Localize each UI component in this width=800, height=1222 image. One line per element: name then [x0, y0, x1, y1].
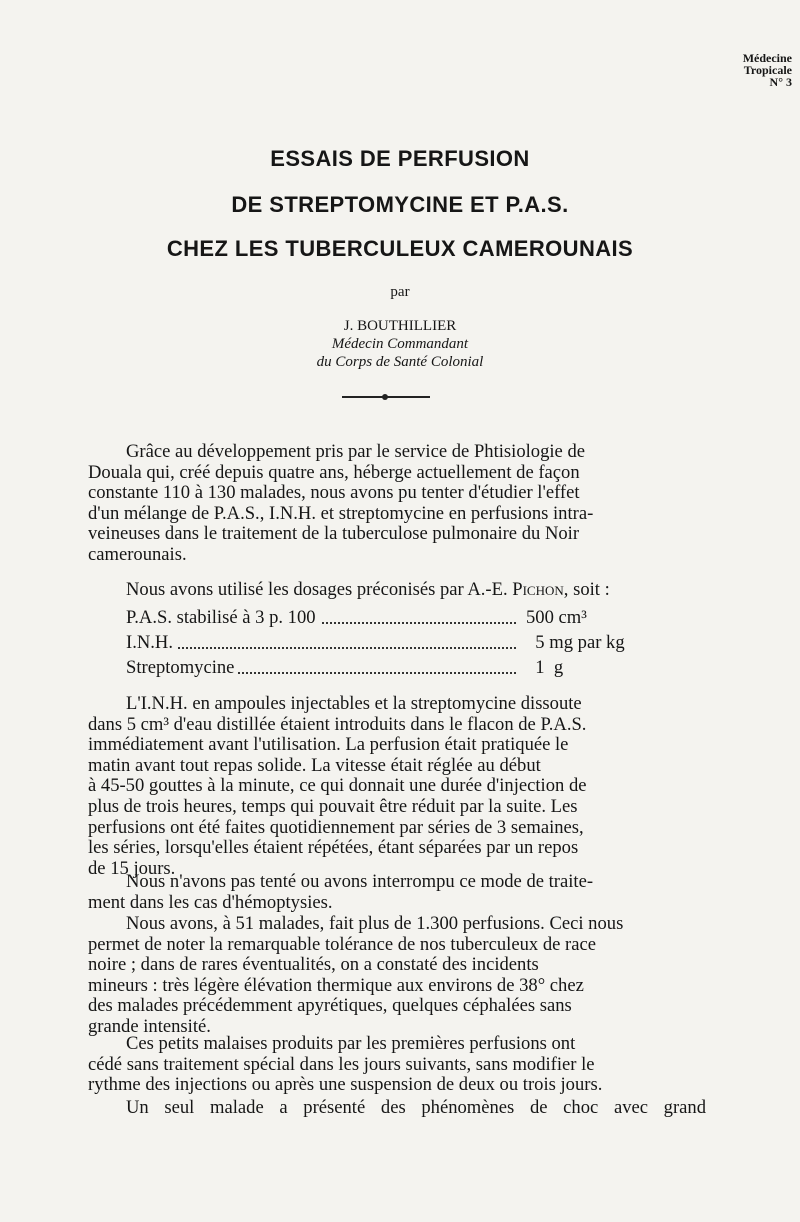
journal-line: Médecine — [742, 51, 792, 65]
text-line: Grâce au développement pris par le service de Phtisiologie de — [126, 441, 585, 462]
text-line: des malades précédemment apyrétiques, quelques céphalées sans — [88, 995, 572, 1017]
text-line: cédé sans traitement spécial dans les jours suivants, sans modifier le — [88, 1053, 595, 1075]
text-line: matin avant tout repas solide. La vitesse était réglée au début — [88, 754, 541, 776]
paragraph-shock — [88, 1098, 706, 1119]
dosage-value: 500 cm³ — [526, 607, 587, 628]
paragraph-hemoptysis — [88, 872, 706, 913]
text-line: de 15 jours. — [88, 857, 176, 879]
text-span: , soit : — [563, 579, 610, 600]
text-line: à 45-50 gouttes à la minute, ce qui donnait une durée d'injection de — [88, 775, 587, 797]
text-line: grande intensité. — [88, 1015, 211, 1037]
text-line: dans 5 cm³ d'eau distillée étaient introduits dans le flacon de P.A.S. — [88, 713, 587, 735]
dosage-value: 5 mg par kg — [526, 632, 625, 653]
title-line-2: DE STREPTOMYCINE ET P.A.S. — [231, 192, 569, 217]
text-line: rythme des injections ou après une suspension de deux ou trois jours. — [88, 1074, 603, 1096]
text-line — [88, 580, 706, 601]
author-reference: Pichon — [512, 579, 564, 600]
text-line: L'I.N.H. en ampoules injectables et la streptomycine dissoute — [126, 693, 582, 714]
text-line: constante 110 à 130 malades, nous avons pu tenter d'étudier l'effet — [88, 482, 580, 504]
journal-issue: N° 3 — [769, 75, 792, 89]
text-line: Ces petits malaises produits par les premières perfusions ont — [126, 1033, 576, 1054]
dosage-row — [126, 606, 706, 630]
paragraph-dosages-intro — [88, 580, 706, 601]
author-corps: du Corps de Santé Colonial — [316, 354, 484, 370]
text-line: camerounais. — [88, 543, 187, 565]
dosage-value: 1 g — [526, 657, 564, 678]
paragraph-tolerance — [88, 914, 706, 1038]
text-line: immédiatement avant l'utilisation. La perfusion était pratiquée le — [88, 734, 569, 756]
text-line: plus de trois heures, temps qui pouvait être réduit par la suite. Les — [88, 795, 578, 817]
paragraph-method — [88, 694, 706, 879]
journal-line: Tropicale — [743, 63, 792, 77]
text-line: perfusions ont été faites quotidiennement par séries de 3 semaines, — [88, 816, 584, 838]
paragraph-intro — [88, 442, 706, 566]
byline-par: par — [390, 284, 410, 300]
text-line: permet de noter la remarquable tolérance de nos tuberculeux de race — [88, 933, 596, 955]
text-line: veineuses dans le traitement de la tuberculose pulmonaire du Noir — [88, 523, 580, 545]
separator-rule — [342, 396, 430, 398]
text-line: d'un mélange de P.A.S., I.N.H. et streptomycine en perfusions intra- — [88, 502, 594, 524]
text-span: Nous avons utilisé les dosages préconisés par A.-E. — [126, 579, 513, 600]
text-line: les séries, lorsqu'elles étaient répétées, étant séparées par un repos — [88, 837, 579, 859]
dosage-row — [126, 631, 706, 655]
author-rank: Médecin Commandant — [331, 336, 469, 352]
dot-leader — [126, 647, 516, 649]
text-line: mineurs : très légère élévation thermique aux environs de 38° chez — [88, 974, 584, 996]
text-line: Nous avons, à 51 malades, fait plus de 1.300 perfusions. Ceci nous — [126, 913, 624, 934]
text-line: ment dans les cas d'hémoptysies. — [88, 891, 333, 913]
text-line: noire ; dans de rares éventualités, on a constaté des incidents — [88, 954, 539, 976]
text-line: Nous n'avons pas tenté ou avons interrompu ce mode de traite- — [126, 871, 594, 892]
dosage-name: I.N.H. — [126, 631, 177, 655]
dosage-name: Streptomycine — [126, 656, 238, 680]
dosage-row — [126, 656, 706, 680]
dosage-name: P.A.S. stabilisé à 3 p. 100 — [126, 606, 320, 630]
paragraph-malaises — [88, 1034, 706, 1096]
title-line-1: ESSAIS DE PERFUSION — [270, 146, 530, 171]
author-name: J. BOUTHILLIER — [343, 318, 457, 334]
text-line: Un seul malade a présenté des phénomènes de choc avec grand — [126, 1097, 706, 1118]
title-line-3: CHEZ LES TUBERCULEUX CAMEROUNAIS — [166, 236, 634, 261]
journal-label — [743, 52, 792, 88]
text-line: Douala qui, créé depuis quatre ans, héberge actuellement de façon — [88, 461, 580, 483]
